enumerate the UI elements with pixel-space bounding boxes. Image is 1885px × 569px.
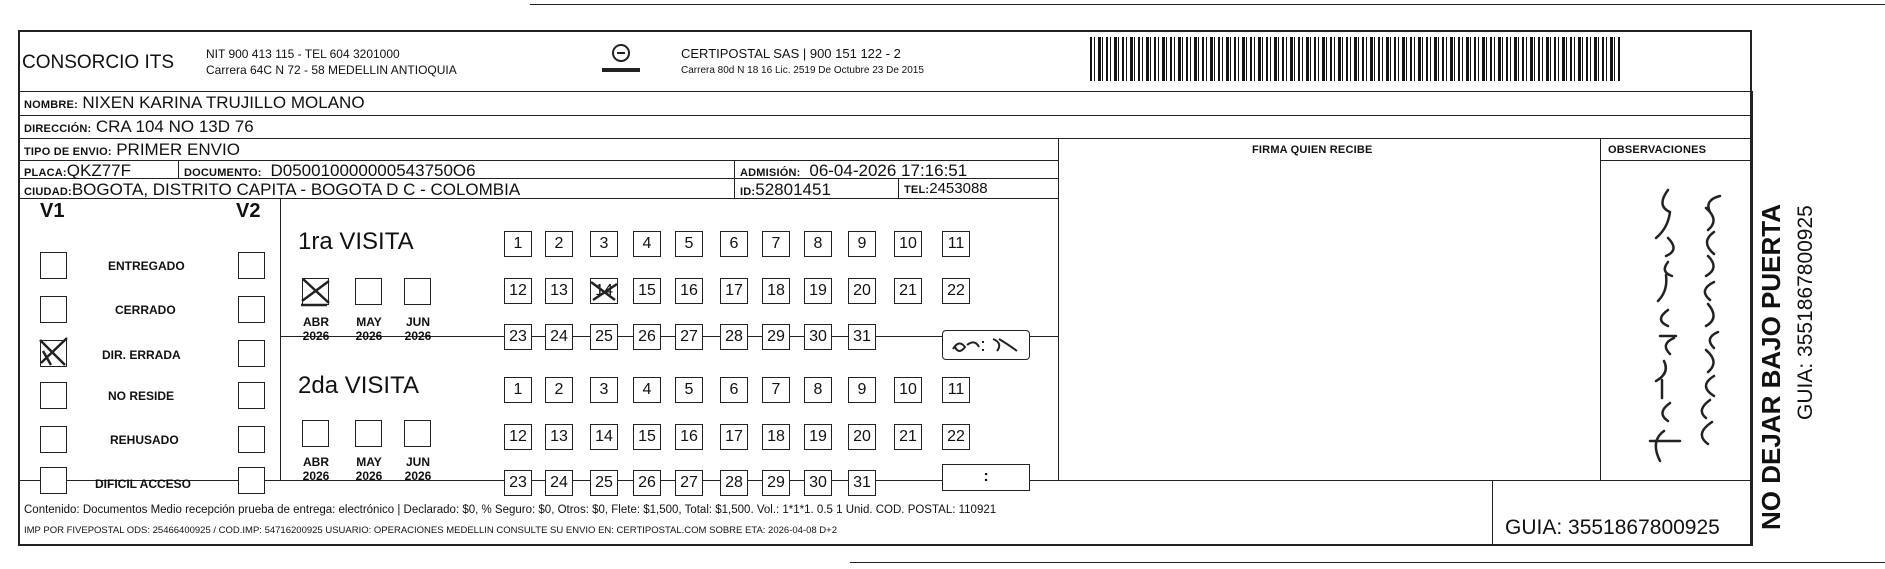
status-entregado: ENTREGADO bbox=[108, 259, 185, 273]
first-visit-day-2[interactable]: 2 bbox=[545, 231, 573, 257]
second-month-may: MAY 2026 bbox=[355, 455, 383, 483]
second-visit-time-box[interactable] bbox=[942, 464, 1030, 491]
first-visit-day-9[interactable]: 9 bbox=[848, 231, 876, 257]
tipo-label: TIPO DE ENVIO: bbox=[24, 146, 112, 158]
nombre-label: NOMBRE: bbox=[24, 99, 78, 111]
v1-checkbox-rehusado[interactable] bbox=[40, 426, 67, 453]
first-visit-day-19[interactable]: 19 bbox=[804, 278, 832, 304]
first-visit-day-26[interactable]: 26 bbox=[633, 324, 661, 350]
second-visit-day-1[interactable]: 1 bbox=[504, 377, 532, 403]
observaciones-label: OBSERVACIONES bbox=[1608, 144, 1707, 156]
second-month-checkbox-jun[interactable] bbox=[404, 420, 431, 447]
second-visit-day-27[interactable]: 27 bbox=[675, 470, 703, 496]
second-visit-day-5[interactable]: 5 bbox=[675, 377, 703, 403]
second-visit-day-22[interactable]: 22 bbox=[942, 424, 970, 450]
second-visit-day-3[interactable]: 3 bbox=[590, 377, 618, 403]
first-visit-day-12[interactable]: 12 bbox=[504, 278, 532, 304]
row-line bbox=[18, 91, 1752, 92]
second-visit-day-21[interactable]: 21 bbox=[894, 424, 922, 450]
second-visit-day-12[interactable]: 12 bbox=[504, 424, 532, 450]
first-visit-day-13[interactable]: 13 bbox=[545, 278, 573, 304]
second-visit-day-11[interactable]: 11 bbox=[942, 377, 970, 403]
v2-checkbox-entregado[interactable] bbox=[238, 252, 265, 279]
direccion-label: DIRECCIÓN: bbox=[24, 123, 92, 135]
footer-contenido: Contenido: Documentos Medio recepción prueba de entrega: electrónico | Declarado: $0, % Seguro: $0, Otros: $0, Flete: $1,500, Total: $1,500. Vol.: 1*1*1. 0.5 1 Unid. COD. POSTAL: 110921 bbox=[24, 504, 997, 516]
first-visit-day-16[interactable]: 16 bbox=[675, 278, 703, 304]
col-line bbox=[1058, 138, 1059, 480]
second-visit-day-31[interactable]: 31 bbox=[848, 470, 876, 496]
sender-address: Carrera 64C N 72 - 58 MEDELLIN ANTIOQUIA bbox=[206, 63, 457, 77]
second-visit-day-17[interactable]: 17 bbox=[720, 424, 748, 450]
col-line bbox=[1492, 480, 1493, 546]
second-visit-day-6[interactable]: 6 bbox=[720, 377, 748, 403]
first-visit-day-1[interactable]: 1 bbox=[504, 231, 532, 257]
second-visit-day-15[interactable]: 15 bbox=[633, 424, 661, 450]
courier-address: Carrera 80d N 18 16 Lic. 2519 De Octubre 23 De 2015 bbox=[681, 65, 924, 76]
side-guia: GUIA: 3551867800925 bbox=[1794, 205, 1817, 420]
first-visit-day-23[interactable]: 23 bbox=[504, 324, 532, 350]
v2-checkbox-rehusado[interactable] bbox=[238, 426, 265, 453]
id-label: ID: bbox=[740, 186, 756, 198]
first-visit-day-21[interactable]: 21 bbox=[894, 278, 922, 304]
sender-company: CONSORCIO ITS bbox=[22, 52, 175, 73]
first-month-abr: ABR 2026 bbox=[302, 315, 330, 343]
first-visit-day-22[interactable]: 22 bbox=[942, 278, 970, 304]
first-visit-day-25[interactable]: 25 bbox=[590, 324, 618, 350]
first-visit-day-15[interactable]: 15 bbox=[633, 278, 661, 304]
second-month-abr: ABR 2026 bbox=[302, 455, 330, 483]
first-month-checkbox-jun[interactable] bbox=[404, 278, 431, 305]
direccion-row bbox=[24, 117, 254, 137]
first-visit-day-20[interactable]: 20 bbox=[848, 278, 876, 304]
ciudad-row bbox=[24, 180, 520, 200]
col-line bbox=[734, 160, 735, 198]
v1-label: V1 bbox=[40, 200, 65, 222]
nombre-value: NIXEN KARINA TRUJILLO MOLANO bbox=[82, 93, 365, 112]
status-rehusado: REHUSADO bbox=[110, 433, 179, 447]
first-visit-day-29[interactable]: 29 bbox=[762, 324, 790, 350]
first-visit-day-11[interactable]: 11 bbox=[942, 231, 970, 257]
ciudad-value: BOGOTA, DISTRITO CAPITA - BOGOTA D C - COLOMBIA bbox=[71, 180, 521, 199]
first-visit-day-27[interactable]: 27 bbox=[675, 324, 703, 350]
v1-checkbox-entregado[interactable] bbox=[40, 252, 67, 279]
direccion-value: CRA 104 NO 13D 76 bbox=[95, 117, 254, 136]
first-visit-day-31[interactable]: 31 bbox=[848, 324, 876, 350]
first-visit-day-24[interactable]: 24 bbox=[545, 324, 573, 350]
placa-row bbox=[24, 161, 131, 181]
second-visit-day-24[interactable]: 24 bbox=[545, 470, 573, 496]
v1-checkbox-cerrado[interactable] bbox=[40, 296, 67, 323]
tel-label: TEL: bbox=[904, 184, 930, 196]
admision-value: 06-04-2026 17:16:51 bbox=[809, 161, 968, 180]
first-visit-day-17[interactable]: 17 bbox=[720, 278, 748, 304]
second-visit-day-19[interactable]: 19 bbox=[804, 424, 832, 450]
first-visit-day-3[interactable]: 3 bbox=[590, 231, 618, 257]
check-mark-icon bbox=[299, 275, 333, 307]
footer-guia: GUIA: 3551867800925 bbox=[1505, 516, 1720, 539]
sender-nit: NIT 900 413 115 - TEL 604 3201000 bbox=[206, 47, 400, 61]
col-line bbox=[1600, 138, 1601, 480]
first-visit-title: 1ra VISITA bbox=[298, 228, 414, 255]
row-line bbox=[18, 115, 1752, 116]
first-visit-day-6[interactable]: 6 bbox=[720, 231, 748, 257]
top-edge-line bbox=[530, 4, 1885, 5]
status-cerrado: CERRADO bbox=[115, 303, 176, 317]
second-visit-day-10[interactable]: 10 bbox=[894, 377, 922, 403]
first-visit-day-30[interactable]: 30 bbox=[804, 324, 832, 350]
first-month-checkbox-abr[interactable] bbox=[302, 278, 329, 305]
v2-checkbox-dir-errada[interactable] bbox=[238, 340, 265, 367]
second-month-checkbox-abr[interactable] bbox=[302, 420, 329, 447]
first-visit-day-18[interactable]: 18 bbox=[762, 278, 790, 304]
second-visit-day-14[interactable]: 14 bbox=[590, 424, 618, 450]
second-visit-time: : bbox=[983, 468, 989, 485]
nombre-row bbox=[24, 93, 365, 113]
handwritten-time bbox=[943, 331, 1029, 359]
bottom-edge-line bbox=[850, 562, 1885, 563]
documento-value: D050010000000543750O6 bbox=[270, 161, 476, 180]
v1-checkbox-no-reside[interactable] bbox=[40, 382, 67, 409]
col-line bbox=[178, 160, 179, 178]
col-line bbox=[280, 198, 281, 480]
placa-label: PLACA: bbox=[24, 167, 67, 179]
cross-mark-icon bbox=[589, 278, 619, 304]
second-visit-day-7[interactable]: 7 bbox=[762, 377, 790, 403]
first-visit-day-28[interactable]: 28 bbox=[720, 324, 748, 350]
second-visit-day-9[interactable]: 9 bbox=[848, 377, 876, 403]
tel-row bbox=[904, 180, 988, 198]
tipo-value: PRIMER ENVIO bbox=[116, 140, 240, 159]
row-line bbox=[18, 138, 1752, 139]
second-month-jun: JUN 2026 bbox=[404, 455, 432, 483]
second-visit-day-23[interactable]: 23 bbox=[504, 470, 532, 496]
second-visit-day-16[interactable]: 16 bbox=[675, 424, 703, 450]
first-visit-day-5[interactable]: 5 bbox=[675, 231, 703, 257]
placa-value: QKZ77F bbox=[66, 161, 132, 180]
id-value: 52801451 bbox=[755, 180, 831, 199]
second-visit-day-30[interactable]: 30 bbox=[804, 470, 832, 496]
v1-checkbox-dir-errada[interactable] bbox=[40, 340, 67, 367]
admision-row bbox=[740, 161, 967, 181]
second-visit-day-20[interactable]: 20 bbox=[848, 424, 876, 450]
row-line bbox=[1600, 160, 1752, 161]
status-dir-errada: DIR. ERRADA bbox=[102, 348, 181, 362]
documento-row bbox=[184, 161, 476, 181]
second-visit-day-18[interactable]: 18 bbox=[762, 424, 790, 450]
second-visit-day-2[interactable]: 2 bbox=[545, 377, 573, 403]
observations-handwriting bbox=[1610, 176, 1746, 476]
first-visit-time-box[interactable] bbox=[942, 330, 1030, 360]
v1-checkbox-dificil-acceso[interactable] bbox=[40, 467, 67, 494]
footer-imp: IMP POR FIVEPOSTAL ODS: 25466400925 / COD.IMP: 54716200925 USUARIO: OPERACIONES MEDELLIN CONSULTE SU ENVIO EN: CERTIPOSTAL.COM SOBRE ETA: 2026-04-08 D+2 bbox=[24, 525, 837, 536]
status-dificil-acceso: DIFICIL ACCESO bbox=[95, 477, 192, 491]
courier-name: CERTIPOSTAL SAS | 900 151 122 - 2 bbox=[681, 46, 901, 61]
first-visit-day-8[interactable]: 8 bbox=[804, 231, 832, 257]
first-visit-day-7[interactable]: 7 bbox=[762, 231, 790, 257]
first-visit-day-4[interactable]: 4 bbox=[633, 231, 661, 257]
second-visit-day-13[interactable]: 13 bbox=[545, 424, 573, 450]
second-visit-title: 2da VISITA bbox=[298, 372, 419, 399]
second-visit-day-4[interactable]: 4 bbox=[633, 377, 661, 403]
second-visit-day-29[interactable]: 29 bbox=[762, 470, 790, 496]
admision-label: ADMISIÓN: bbox=[740, 167, 801, 179]
first-month-checkbox-may[interactable] bbox=[355, 278, 382, 305]
first-visit-day-10[interactable]: 10 bbox=[894, 231, 922, 257]
v2-label: V2 bbox=[236, 200, 261, 222]
v2-checkbox-no-reside[interactable] bbox=[238, 382, 265, 409]
ciudad-label: CIUDAD: bbox=[24, 186, 72, 198]
second-visit-day-25[interactable]: 25 bbox=[590, 470, 618, 496]
second-visit-day-28[interactable]: 28 bbox=[720, 470, 748, 496]
id-row bbox=[740, 180, 831, 200]
no-dejar-bajo-puerta: NO DEJAR BAJO PUERTA bbox=[1756, 203, 1786, 530]
second-month-checkbox-may[interactable] bbox=[355, 420, 382, 447]
second-visit-day-8[interactable]: 8 bbox=[804, 377, 832, 403]
first-visit-day-14[interactable]: 14 bbox=[590, 278, 618, 304]
tipo-row bbox=[24, 140, 240, 160]
first-month-may: MAY 2026 bbox=[355, 315, 383, 343]
firma-label: FIRMA QUIEN RECIBE bbox=[1252, 144, 1373, 156]
check-mark-icon bbox=[37, 335, 71, 369]
tel-value: 2453088 bbox=[929, 180, 988, 197]
v2-checkbox-dificil-acceso[interactable] bbox=[238, 467, 265, 494]
v2-checkbox-cerrado[interactable] bbox=[238, 296, 265, 323]
second-visit-day-26[interactable]: 26 bbox=[633, 470, 661, 496]
status-no-reside: NO RESIDE bbox=[108, 389, 175, 403]
first-month-jun: JUN 2026 bbox=[404, 315, 432, 343]
documento-label: DOCUMENTO: bbox=[184, 167, 262, 179]
col-line bbox=[1752, 91, 1753, 546]
col-line bbox=[898, 178, 899, 198]
